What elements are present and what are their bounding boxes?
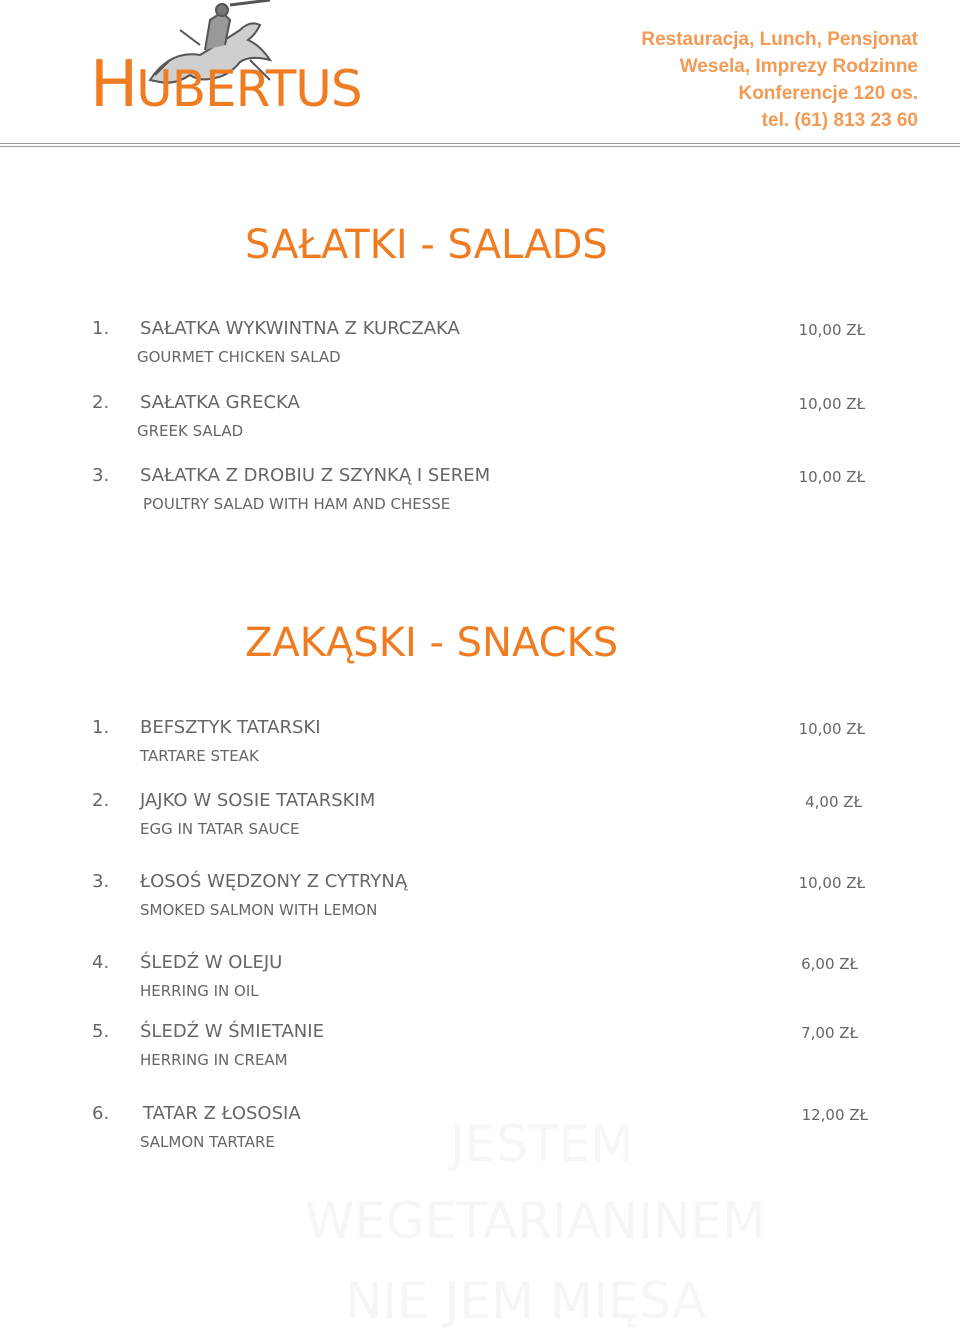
item-subtitle: GREEK SALAD [137, 422, 244, 440]
salads-title: SAŁATKI - SALADS [245, 222, 608, 268]
item-name: SAŁATKA WYKWINTNA Z KURCZAKA [140, 318, 460, 339]
item-price: 10,00 ZŁ [798, 395, 865, 413]
item-price: 7,00 ZŁ [801, 1024, 858, 1042]
item-subtitle: GOURMET CHICKEN SALAD [137, 348, 341, 366]
item-subtitle: HERRING IN CREAM [140, 1051, 288, 1069]
item-name: BEFSZTYK TATARSKI [140, 717, 321, 738]
contact-line-phone: tel. (61) 813 23 60 [761, 110, 918, 131]
item-price: 6,00 ZŁ [801, 955, 858, 973]
item-subtitle: HERRING IN OIL [140, 982, 259, 1000]
item-price: 10,00 ZŁ [798, 874, 865, 892]
watermark-line-3: NIE JEM MIĘSA [345, 1272, 707, 1330]
contact-line-events: Wesela, Imprezy Rodzinne [679, 56, 918, 77]
item-number: 6. [92, 1103, 110, 1124]
logo-text: HUBERTUS [90, 48, 362, 122]
restaurant-logo [90, 0, 390, 140]
contact-line-conference: Konferencje 120 os. [738, 83, 918, 104]
item-number: 3. [92, 465, 110, 486]
contact-info [641, 26, 918, 134]
item-price: 12,00 ZŁ [801, 1106, 868, 1124]
item-price: 10,00 ZŁ [798, 468, 865, 486]
item-subtitle: SALMON TARTARE [140, 1133, 275, 1151]
item-number: 2. [92, 392, 110, 413]
item-name: TATAR Z ŁOSOSIA [143, 1103, 301, 1124]
item-number: 1. [92, 717, 110, 738]
contact-line-services: Restauracja, Lunch, Pensjonat [641, 29, 918, 50]
item-name: ŚLEDŹ W ŚMIETANIE [140, 1021, 324, 1042]
item-name: ŚLEDŹ W OLEJU [140, 952, 283, 973]
item-number: 4. [92, 952, 110, 973]
item-number: 5. [92, 1021, 110, 1042]
snacks-title: ZAKĄSKI - SNACKS [245, 620, 619, 666]
item-subtitle: SMOKED SALMON WITH LEMON [140, 901, 378, 919]
item-name: SAŁATKA Z DROBIU Z SZYNKĄ I SEREM [140, 465, 491, 486]
item-price: 10,00 ZŁ [798, 321, 865, 339]
item-subtitle: POULTRY SALAD WITH HAM AND CHESSE [143, 495, 451, 513]
watermark-line-1: JESTEM [450, 1115, 634, 1173]
item-number: 1. [92, 318, 110, 339]
watermark-line-2: WEGETARIANINEM [305, 1192, 766, 1250]
item-number: 3. [92, 871, 110, 892]
item-name: SAŁATKA GRECKA [140, 392, 300, 413]
item-subtitle: TARTARE STEAK [140, 747, 259, 765]
header-divider [0, 143, 960, 147]
item-name: JAJKO W SOSIE TATARSKIM [140, 790, 376, 811]
item-number: 2. [92, 790, 110, 811]
item-name: ŁOSOŚ WĘDZONY Z CYTRYNĄ [140, 871, 408, 892]
page-header [0, 0, 960, 150]
item-subtitle: EGG IN TATAR SAUCE [140, 820, 300, 838]
item-price: 4,00 ZŁ [805, 793, 862, 811]
item-price: 10,00 ZŁ [798, 720, 865, 738]
